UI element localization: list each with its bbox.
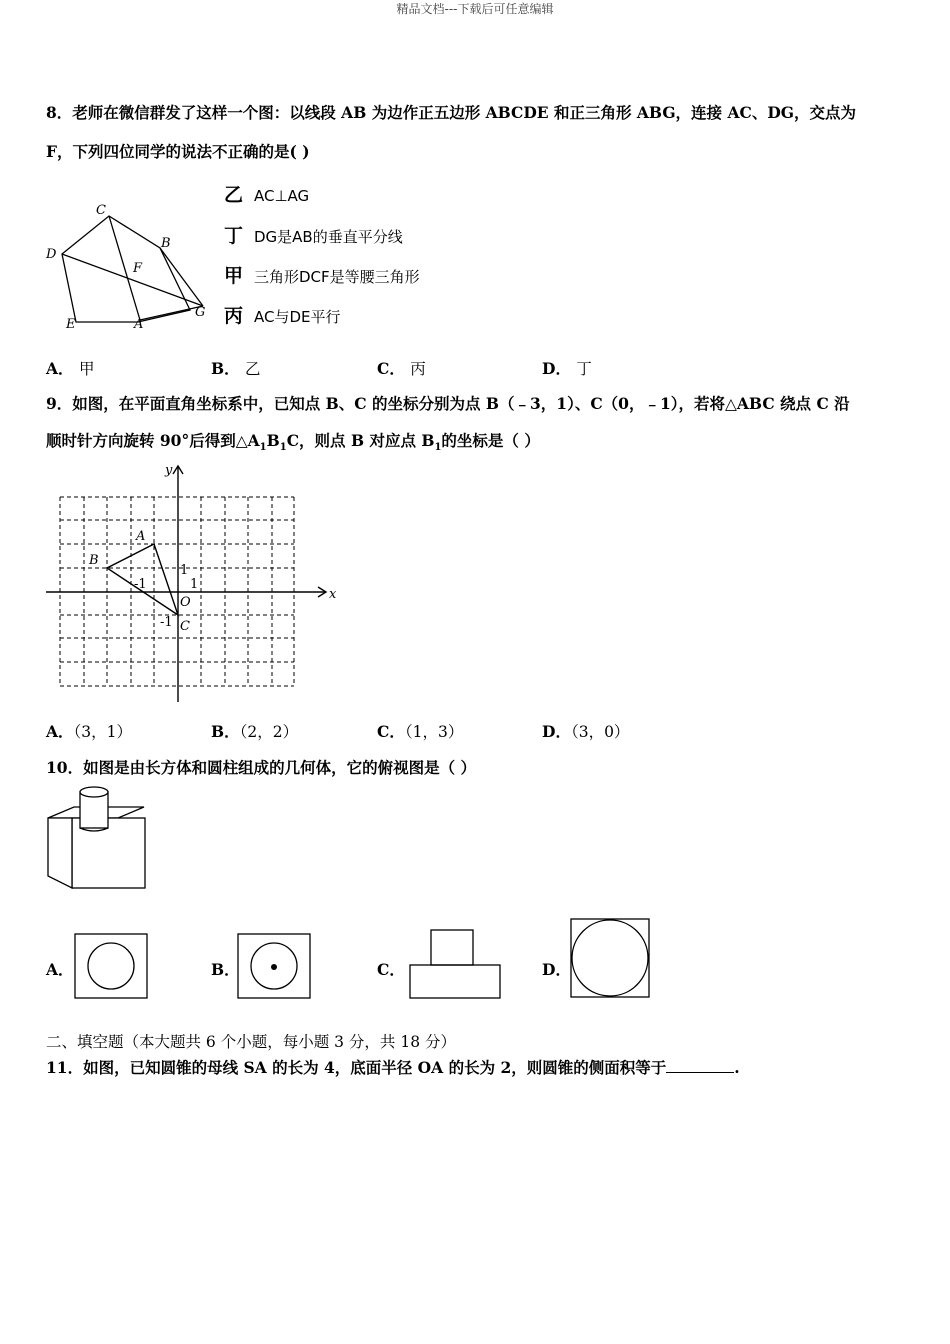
q10-option-d-figure[interactable] — [570, 918, 652, 1000]
q10-solid-figure — [44, 784, 148, 894]
q8-statement-3 — [224, 261, 420, 288]
q9-line2: 顺时针方向旋转 90°后得到$\triangle A_1B_1C$，则点 B 对应点 $B_1$的坐标是（ ） — [46, 431, 540, 454]
q10-option-c-figure[interactable] — [408, 928, 502, 1000]
q8-line2: F，下列四位同学的说法不正确的是( ) — [46, 142, 310, 161]
statement-key: 乙 — [224, 184, 244, 206]
q9-option-d[interactable]: D．（3，0） — [542, 722, 630, 741]
label-F: F — [133, 261, 143, 276]
q10-option-b[interactable]: B． — [211, 960, 240, 979]
q8-line1: 8．老师在微信群发了这样一个图：以线段 AB 为边作正五边形 ABCDE 和正三角形 ABG，连接 AC、DG，交点为 — [46, 103, 856, 122]
q10-option-c[interactable]: C． — [377, 960, 405, 979]
label-C: C — [180, 619, 190, 634]
pentagon-shape — [62, 216, 190, 322]
statement-text: AC与DE平行 — [254, 308, 341, 326]
q9-coordinate-grid-figure — [44, 460, 344, 705]
label-A: A — [134, 317, 144, 332]
label-A: A — [136, 529, 146, 544]
section2-title: 二、填空题（本大题共 6 个小题，每小题 3 分，共 18 分） — [46, 1033, 457, 1051]
label-O: O — [180, 595, 191, 610]
tick-neg1-y: -1 — [160, 615, 173, 630]
answer-blank[interactable] — [666, 1060, 734, 1073]
q10-option-a[interactable]: A． — [46, 960, 74, 979]
q9-option-b[interactable]: B．（2，2） — [211, 722, 299, 741]
label-y: y — [165, 463, 173, 478]
label-x: x — [329, 587, 337, 602]
statement-text: 三角形DCF是等腰三角形 — [254, 268, 420, 286]
page-header: 精品文档---下载后可任意编辑 — [396, 2, 554, 16]
q8-statement-1 — [224, 180, 309, 207]
label-G: G — [195, 305, 206, 320]
statement-key: 丙 — [224, 305, 244, 327]
tick-pos1-y: 1 — [180, 563, 189, 578]
cylinder-top — [80, 787, 108, 797]
q8-pentagon-figure — [40, 198, 225, 338]
label-E: E — [66, 317, 76, 332]
q8-option-d[interactable]: D． 丁 — [542, 359, 592, 378]
q8-option-b[interactable]: B． 乙 — [211, 359, 261, 378]
q10-option-b-figure[interactable] — [237, 933, 313, 1001]
q10-line1: 10．如图是由长方体和圆柱组成的几何体，它的俯视图是（ ） — [46, 758, 476, 777]
q8-option-a[interactable]: A． 甲 — [46, 359, 95, 378]
q9-option-a[interactable]: A．（3，1） — [46, 722, 133, 741]
tick-pos1-x: 1 — [190, 577, 199, 592]
q10-option-d[interactable]: D． — [542, 960, 571, 979]
box-side — [48, 818, 72, 888]
statement-text: DG是AB的垂直平分线 — [254, 228, 403, 246]
label-B: B — [161, 236, 171, 251]
q9-option-c[interactable]: C．（1，3） — [377, 722, 464, 741]
statement-text: AC⊥AG — [254, 187, 310, 205]
q10-option-a-figure[interactable] — [74, 933, 150, 1001]
q8-statement-4 — [224, 301, 341, 328]
q9-line1: 9．如图，在平面直角坐标系中，已知点 B、C 的坐标分别为点 B（﹣3，1）、C（0，﹣1），若将△ABC 绕点 C 沿 — [46, 394, 850, 413]
q8-statement-2 — [224, 221, 403, 248]
tick-neg1-x: -1 — [134, 577, 147, 592]
statement-key: 丁 — [224, 225, 244, 247]
statement-key: 甲 — [224, 265, 244, 287]
label-B: B — [89, 553, 99, 568]
label-D: D — [46, 247, 57, 262]
q8-option-c[interactable]: C． 丙 — [377, 359, 426, 378]
label-C: C — [96, 203, 106, 218]
q11-line: 11．如图，已知圆锥的母线 SA 的长为 4，底面半径 OA 的长为 2，则圆锥的侧面积等于 . — [46, 1058, 740, 1077]
